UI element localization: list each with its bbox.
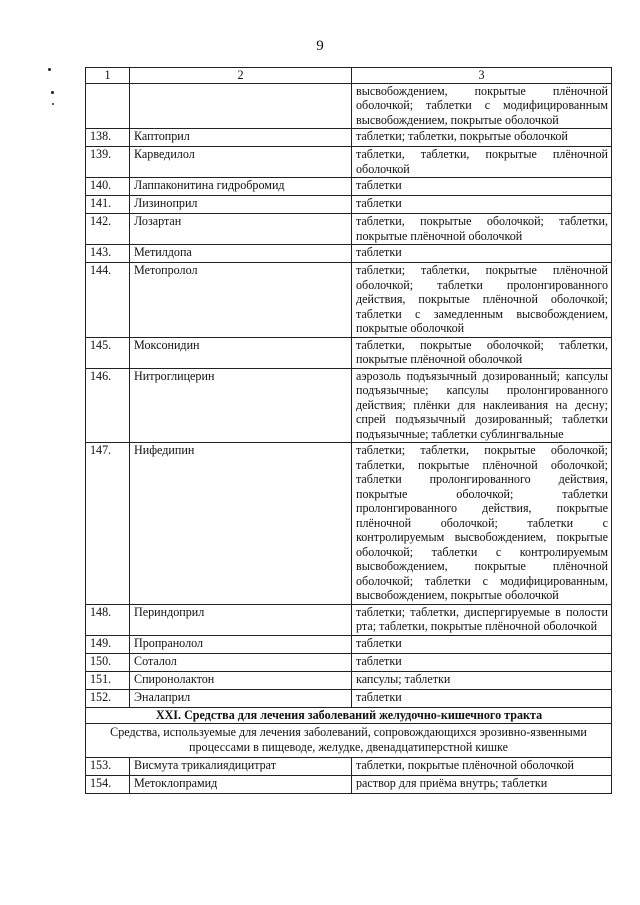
section-heading-row <box>86 707 612 724</box>
drug-name: Каптоприл <box>130 129 352 147</box>
table-row <box>86 758 612 776</box>
row-number: 147. <box>86 443 130 605</box>
medication-table-body <box>86 68 612 794</box>
drug-name: Моксонидин <box>130 337 352 368</box>
dosage-form: капсулы; таблетки <box>352 671 612 689</box>
table-row <box>86 245 612 263</box>
row-number: 138. <box>86 129 130 147</box>
table-row <box>86 671 612 689</box>
table-row <box>86 443 612 605</box>
dosage-form: таблетки, покрытые плёночной оболочкой <box>352 758 612 776</box>
table-row <box>86 689 612 707</box>
margin-mark <box>48 68 51 71</box>
table-row <box>86 604 612 635</box>
drug-name: Лизиноприл <box>130 196 352 214</box>
row-number: 139. <box>86 147 130 178</box>
dosage-form: таблетки, покрытые оболочкой; таблетки, покрытые плёночной оболочкой <box>352 337 612 368</box>
drug-name: Карведилол <box>130 147 352 178</box>
row-number: 148. <box>86 604 130 635</box>
row-number <box>86 83 130 129</box>
row-number: 145. <box>86 337 130 368</box>
row-number: 149. <box>86 635 130 653</box>
dosage-form: таблетки <box>352 178 612 196</box>
table-row <box>86 196 612 214</box>
row-number: 154. <box>86 776 130 794</box>
dosage-form: высвобождением, покрытые плёночной оболочкой; таблетки с модифицированным высвобождением, покрытые оболочкой <box>352 83 612 129</box>
table-row <box>86 178 612 196</box>
drug-name: Нитроглицерин <box>130 368 352 443</box>
table-row <box>86 368 612 443</box>
drug-name: Метилдопа <box>130 245 352 263</box>
dosage-form: аэрозоль подъязычный дозированный; капсулы подъязычные; капсулы пролонгированного действия; плёнки для наклеивания на десну; спрей подъязычный дозированный; таблетки подъязычные; таблетки сублингвальные <box>352 368 612 443</box>
subsection-title: Средства, используемые для лечения заболеваний, сопровождающихся эрозивно-язвенными процессами в пищеводе, желудке, двенадцатиперстной кишке <box>86 724 612 758</box>
continuation-row <box>86 83 612 129</box>
drug-name: Соталол <box>130 653 352 671</box>
dosage-form: таблетки, покрытые оболочкой; таблетки, покрытые плёночной оболочкой <box>352 214 612 245</box>
row-number: 150. <box>86 653 130 671</box>
drug-name: Периндоприл <box>130 604 352 635</box>
drug-name: Висмута трикалиядицитрат <box>130 758 352 776</box>
margin-mark <box>51 91 54 94</box>
drug-name: Лозартан <box>130 214 352 245</box>
row-number: 144. <box>86 263 130 338</box>
row-number: 143. <box>86 245 130 263</box>
drug-name: Нифедипин <box>130 443 352 605</box>
drug-name: Метоклопрамид <box>130 776 352 794</box>
dosage-form: раствор для приёма внутрь; таблетки <box>352 776 612 794</box>
column-number: 2 <box>130 68 352 84</box>
medication-table <box>85 67 612 794</box>
dosage-form: таблетки <box>352 689 612 707</box>
dosage-form: таблетки; таблетки, диспергируемые в полости рта; таблетки, покрытые плёночной оболочкой <box>352 604 612 635</box>
dosage-form: таблетки; таблетки, покрытые оболочкой <box>352 129 612 147</box>
table-row <box>86 776 612 794</box>
dosage-form: таблетки <box>352 245 612 263</box>
table-row <box>86 653 612 671</box>
column-number-row <box>86 68 612 84</box>
drug-name: Лаппаконитина гидробромид <box>130 178 352 196</box>
drug-name <box>130 83 352 129</box>
drug-name: Спиронолактон <box>130 671 352 689</box>
subsection-heading-row <box>86 724 612 758</box>
table-row <box>86 147 612 178</box>
drug-name: Эналаприл <box>130 689 352 707</box>
drug-name: Метопролол <box>130 263 352 338</box>
row-number: 140. <box>86 178 130 196</box>
dosage-form: таблетки; таблетки, покрытые оболочкой; таблетки, покрытые плёночной оболочкой; таблетки пролонгированного действия, покрытые оболочкой; таблетки пролонгированного действия, покрытые плёночной оболочкой; таблетки с контролируемым высвобождением, покрытые оболочкой; таблетки с контролируемым высвобождением, покрытые плёночной оболочкой; таблетки с модифицированным, высвобождением, покрытые оболочкой <box>352 443 612 605</box>
table-row <box>86 337 612 368</box>
dosage-form: таблетки; таблетки, покрытые плёночной оболочкой; таблетки пролонгированного действия, покрытые плёночной оболочкой; таблетки с замедленным высвобождением, покрытые оболочкой <box>352 263 612 338</box>
column-number: 3 <box>352 68 612 84</box>
row-number: 152. <box>86 689 130 707</box>
row-number: 146. <box>86 368 130 443</box>
section-title: XXI. Средства для лечения заболеваний желудочно-кишечного тракта <box>86 707 612 724</box>
margin-mark <box>52 103 54 105</box>
row-number: 141. <box>86 196 130 214</box>
table-row <box>86 263 612 338</box>
dosage-form: таблетки <box>352 635 612 653</box>
table-row <box>86 214 612 245</box>
column-number: 1 <box>86 68 130 84</box>
page-number: 9 <box>316 38 324 54</box>
row-number: 142. <box>86 214 130 245</box>
dosage-form: таблетки <box>352 653 612 671</box>
dosage-form: таблетки <box>352 196 612 214</box>
drug-name: Пропранолол <box>130 635 352 653</box>
table-row <box>86 129 612 147</box>
row-number: 153. <box>86 758 130 776</box>
row-number: 151. <box>86 671 130 689</box>
table-row <box>86 635 612 653</box>
dosage-form: таблетки, таблетки, покрытые плёночной оболочкой <box>352 147 612 178</box>
